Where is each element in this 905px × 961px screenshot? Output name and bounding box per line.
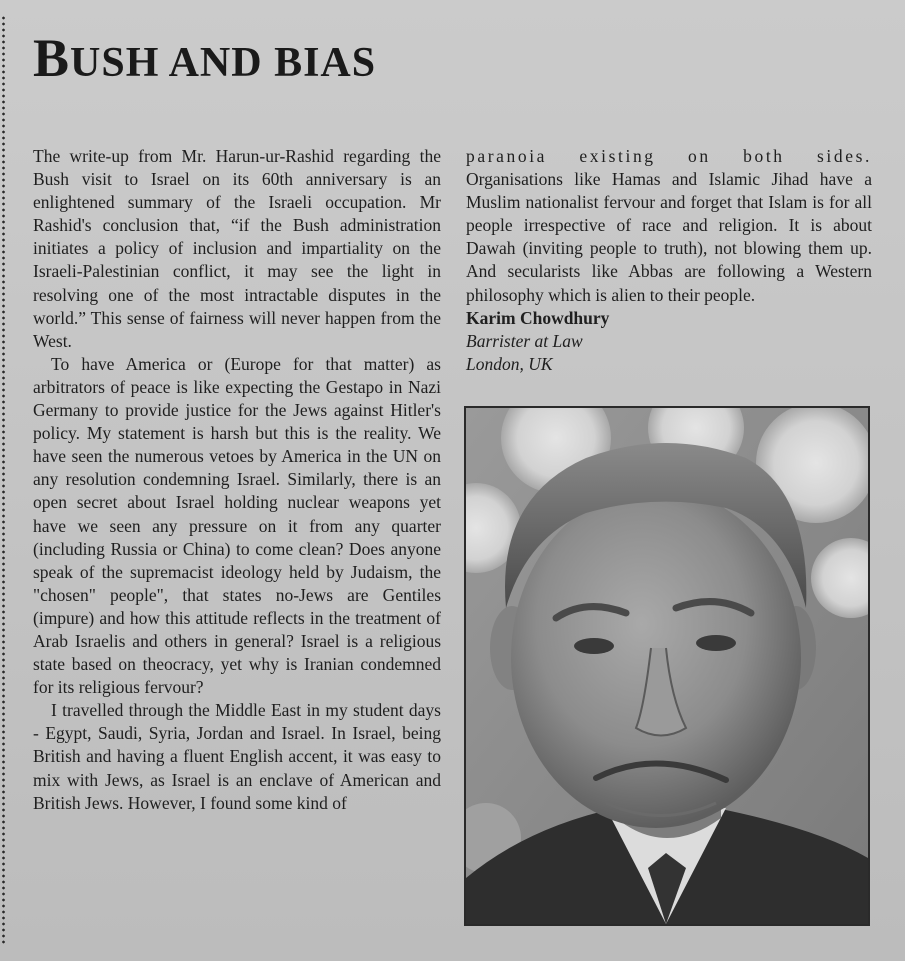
dotted-border bbox=[2, 15, 5, 945]
author-title: Barrister at Law bbox=[466, 330, 583, 351]
paragraph-2: To have America or (Europe for that matter) as arbitrators of peace is like expecting the Gestapo in Nazi Germany to provide justice for the Jews against Hitler's policy. My statement is harsh but this is the reality. We have seen the numerous vetoes by America in the UN on any resolution condemning Israel. Similarly, there is an open secret about Israel holding nuclear weapons yet have we seen any pressure on it from any quarter (including Russia or China) to come clean? Does anyone speak of the supremacist ideology held by Judaism, the "chosen" people", that states no-Jews are Gentiles (impure) and how this attitude reflects in the treatment of Arab Israelis and others in general? Israel is a religious state based on theocracy, yet why is Iranian condemned for its religious fervour? bbox=[33, 353, 441, 698]
author-location: London, UK bbox=[466, 353, 553, 374]
continued-line: paranoia existing on both sides. bbox=[466, 146, 872, 166]
portrait-photo-icon bbox=[466, 408, 868, 924]
paragraph-1: The write-up from Mr. Harun-ur-Rashid regarding the Bush visit to Israel on its 60th anniversary is an enlightened summary of the Israeli occupation. Mr Rashid's conclusion that, “if the Bush administration initiates a policy of inclusion and impartiality on the Israeli-Palestinian conflict, it may see the light in resolving one of the most intractable disputes in the world.” This sense of fairness will never happen from the West. bbox=[33, 146, 441, 351]
headline-initial: B bbox=[33, 28, 71, 88]
left-column bbox=[33, 145, 441, 815]
right-column bbox=[466, 145, 872, 376]
author-name: Karim Chowdhury bbox=[466, 307, 610, 328]
portrait-photo bbox=[464, 406, 870, 926]
paragraph-3: I travelled through the Middle East in my student days - Egypt, Saudi, Syria, Jordan and Israel. In Israel, being British and having a fluent English accent, it was easy to mix with Jews, as Israel is an enclave of American and British Jews. However, I found some kind of bbox=[33, 700, 441, 813]
headline-rest: USH AND BIAS bbox=[70, 40, 377, 86]
paragraph-4: Organisations like Hamas and Islamic Jihad have a Muslim nationalist fervour and forget that Islam is for all people irrespective of race and religion. It is about Dawah (inviting people to truth), not blowing them up. And secularists like Abbas are following a Western philosophy which is alien to their people. bbox=[466, 169, 872, 305]
headline bbox=[33, 26, 376, 95]
